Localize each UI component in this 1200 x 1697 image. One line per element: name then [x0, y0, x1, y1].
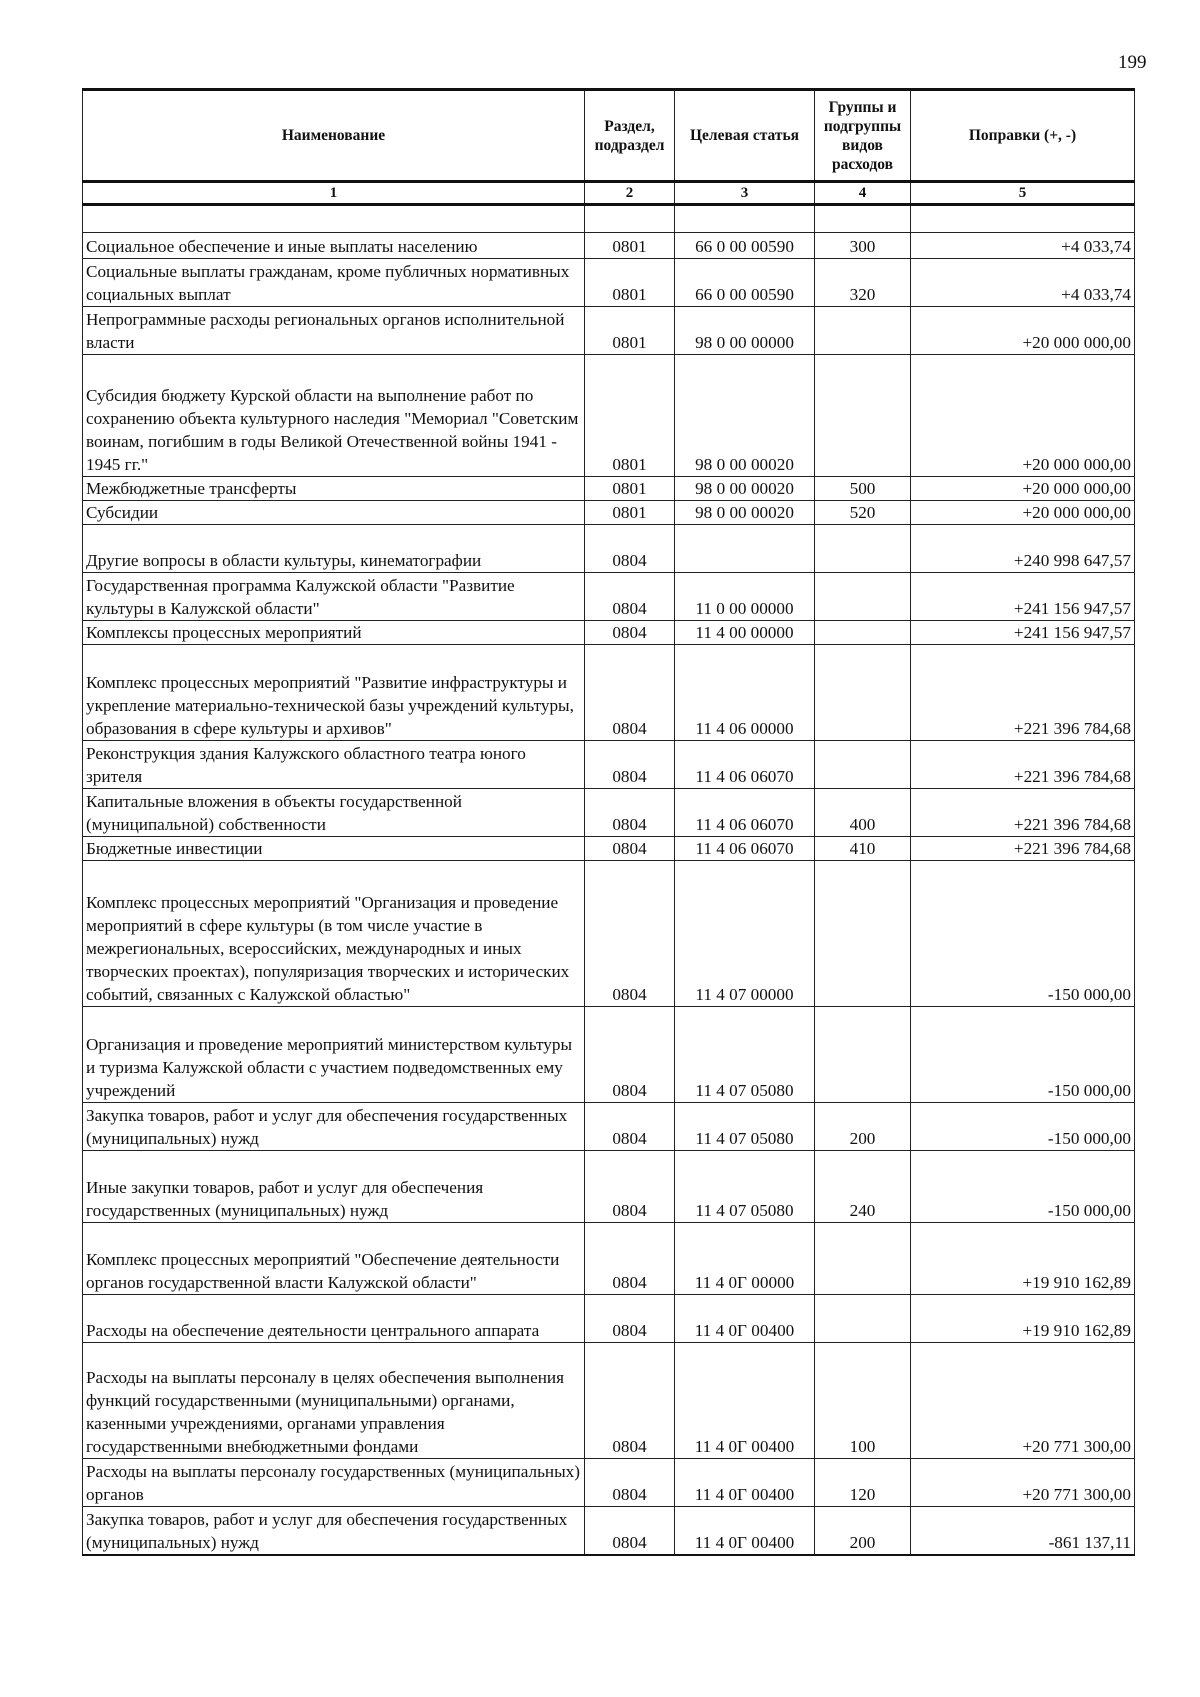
row-section-cell: 0801 — [585, 307, 675, 355]
row-amount-cell: +241 156 947,57 — [911, 621, 1135, 645]
column-number: 4 — [815, 182, 911, 205]
row-section-cell: 0804 — [585, 645, 675, 741]
row-amount-cell: +241 156 947,57 — [911, 573, 1135, 621]
row-kind-cell: 320 — [815, 259, 911, 307]
table-row — [83, 789, 1135, 837]
row-amount-cell: +19 910 162,89 — [911, 1295, 1135, 1343]
row-amount-cell: +221 396 784,68 — [911, 645, 1135, 741]
table-row — [83, 573, 1135, 621]
table-row — [83, 1007, 1135, 1103]
row-kind-cell — [815, 1223, 911, 1295]
row-kind-cell — [815, 1007, 911, 1103]
header-name: Наименование — [83, 90, 585, 182]
table-row — [83, 1223, 1135, 1295]
row-target-cell: 11 4 0Г 00400 — [675, 1295, 815, 1343]
row-target-cell: 98 0 00 00020 — [675, 477, 815, 501]
row-target-cell: 11 4 06 06070 — [675, 741, 815, 789]
row-kind-cell — [815, 741, 911, 789]
row-name-cell: Социальные выплаты гражданам, кроме публичных нормативных социальных выплат — [83, 259, 585, 307]
row-amount-cell: -150 000,00 — [911, 1007, 1135, 1103]
row-name-cell: Капитальные вложения в объекты государственной (муниципальной) собственности — [83, 789, 585, 837]
row-name-cell: Бюджетные инвестиции — [83, 837, 585, 861]
row-kind-cell — [815, 307, 911, 355]
table-row — [83, 1295, 1135, 1343]
table-row — [83, 525, 1135, 573]
row-section-cell: 0804 — [585, 1295, 675, 1343]
row-target-cell: 11 4 07 05080 — [675, 1103, 815, 1151]
row-section-cell: 0804 — [585, 1103, 675, 1151]
row-section-cell: 0801 — [585, 477, 675, 501]
row-name-cell: Комплексы процессных мероприятий — [83, 621, 585, 645]
row-amount-cell: +240 998 647,57 — [911, 525, 1135, 573]
row-name-cell: Закупка товаров, работ и услуг для обеспечения государственных (муниципальных) нужд — [83, 1507, 585, 1555]
column-number: 1 — [83, 182, 585, 205]
row-kind-cell: 200 — [815, 1507, 911, 1555]
table-row — [83, 501, 1135, 525]
header-target: Целевая статья — [675, 90, 815, 182]
table-row — [83, 233, 1135, 259]
column-number: 5 — [911, 182, 1135, 205]
row-name-cell: Другие вопросы в области культуры, кинематографии — [83, 525, 585, 573]
row-kind-cell: 240 — [815, 1151, 911, 1223]
row-name-cell: Государственная программа Калужской области "Развитие культуры в Калужской области" — [83, 573, 585, 621]
row-name-cell: Расходы на обеспечение деятельности центрального аппарата — [83, 1295, 585, 1343]
row-target-cell: 11 4 00 00000 — [675, 621, 815, 645]
row-name-cell: Межбюджетные трансферты — [83, 477, 585, 501]
row-target-cell: 11 4 06 06070 — [675, 837, 815, 861]
row-kind-cell — [815, 573, 911, 621]
row-amount-cell: +4 033,74 — [911, 259, 1135, 307]
row-target-cell: 11 4 07 05080 — [675, 1151, 815, 1223]
table-row — [83, 1151, 1135, 1223]
row-name-cell: Организация и проведение мероприятий министерством культуры и туризма Калужской области с участием подведомственных ему учреждений — [83, 1007, 585, 1103]
row-section-cell: 0804 — [585, 741, 675, 789]
row-amount-cell: +20 771 300,00 — [911, 1459, 1135, 1507]
row-section-cell: 0804 — [585, 861, 675, 1007]
row-section-cell: 0804 — [585, 789, 675, 837]
column-number: 2 — [585, 182, 675, 205]
row-target-cell: 11 4 0Г 00400 — [675, 1459, 815, 1507]
table-row — [83, 1343, 1135, 1459]
table-row — [83, 1103, 1135, 1151]
header-kind: Группы и подгруппы видов расходов — [815, 90, 911, 182]
row-section-cell: 0804 — [585, 837, 675, 861]
row-section-cell: 0804 — [585, 1151, 675, 1223]
row-target-cell: 98 0 00 00000 — [675, 307, 815, 355]
page-number: 199 — [1118, 52, 1147, 73]
row-amount-cell: +221 396 784,68 — [911, 789, 1135, 837]
table-header — [83, 90, 1135, 205]
row-kind-cell — [815, 525, 911, 573]
table-row — [83, 837, 1135, 861]
row-target-cell: 11 4 06 00000 — [675, 645, 815, 741]
row-section-cell: 0804 — [585, 1223, 675, 1295]
row-kind-cell: 500 — [815, 477, 911, 501]
row-name-cell: Реконструкция здания Калужского областного театра юного зрителя — [83, 741, 585, 789]
row-kind-cell — [815, 1295, 911, 1343]
row-section-cell: 0804 — [585, 1459, 675, 1507]
row-amount-cell: +20 771 300,00 — [911, 1343, 1135, 1459]
row-section-cell: 0801 — [585, 233, 675, 259]
row-kind-cell: 400 — [815, 789, 911, 837]
row-section-cell: 0804 — [585, 1343, 675, 1459]
header-section: Раздел, подраздел — [585, 90, 675, 182]
row-kind-cell — [815, 621, 911, 645]
row-section-cell: 0804 — [585, 1007, 675, 1103]
row-amount-cell: +19 910 162,89 — [911, 1223, 1135, 1295]
table-row — [83, 621, 1135, 645]
row-amount-cell: -150 000,00 — [911, 861, 1135, 1007]
row-target-cell: 11 4 07 05080 — [675, 1007, 815, 1103]
row-kind-cell: 100 — [815, 1343, 911, 1459]
row-section-cell: 0804 — [585, 621, 675, 645]
table-row — [83, 1507, 1135, 1555]
row-kind-cell — [815, 355, 911, 477]
row-section-cell: 0804 — [585, 525, 675, 573]
row-name-cell: Социальное обеспечение и иные выплаты населению — [83, 233, 585, 259]
row-kind-cell: 410 — [815, 837, 911, 861]
table-row — [83, 355, 1135, 477]
row-amount-cell: -861 137,11 — [911, 1507, 1135, 1555]
header-amount: Поправки (+, -) — [911, 90, 1135, 182]
row-target-cell — [675, 525, 815, 573]
row-amount-cell: +221 396 784,68 — [911, 837, 1135, 861]
row-amount-cell: +20 000 000,00 — [911, 477, 1135, 501]
row-amount-cell: +20 000 000,00 — [911, 501, 1135, 525]
table-row — [83, 259, 1135, 307]
row-target-cell: 66 0 00 00590 — [675, 259, 815, 307]
table-row — [83, 741, 1135, 789]
row-kind-cell — [815, 861, 911, 1007]
row-name-cell: Расходы на выплаты персоналу государственных (муниципальных) органов — [83, 1459, 585, 1507]
row-amount-cell: -150 000,00 — [911, 1103, 1135, 1151]
row-amount-cell: +4 033,74 — [911, 233, 1135, 259]
row-amount-cell: +221 396 784,68 — [911, 741, 1135, 789]
row-section-cell: 0804 — [585, 573, 675, 621]
row-name-cell: Субсидии — [83, 501, 585, 525]
spacer-row — [83, 205, 1135, 233]
row-section-cell: 0801 — [585, 259, 675, 307]
row-target-cell: 11 4 06 06070 — [675, 789, 815, 837]
table-row — [83, 861, 1135, 1007]
row-section-cell: 0801 — [585, 501, 675, 525]
column-number: 3 — [675, 182, 815, 205]
row-amount-cell: +20 000 000,00 — [911, 355, 1135, 477]
row-target-cell: 11 4 0Г 00000 — [675, 1223, 815, 1295]
row-kind-cell — [815, 645, 911, 741]
row-name-cell: Расходы на выплаты персоналу в целях обеспечения выполнения функций государственными (муниципальными) органами, казенными учреждениями, органами управления государственными внебюджетными фондами — [83, 1343, 585, 1459]
row-name-cell: Закупка товаров, работ и услуг для обеспечения государственных (муниципальных) нужд — [83, 1103, 585, 1151]
table-row — [83, 645, 1135, 741]
row-section-cell: 0801 — [585, 355, 675, 477]
row-kind-cell: 120 — [815, 1459, 911, 1507]
row-target-cell: 11 4 0Г 00400 — [675, 1507, 815, 1555]
row-target-cell: 98 0 00 00020 — [675, 501, 815, 525]
table-row — [83, 477, 1135, 501]
row-amount-cell: -150 000,00 — [911, 1151, 1135, 1223]
row-name-cell: Непрограммные расходы региональных органов исполнительной власти — [83, 307, 585, 355]
row-target-cell: 11 4 0Г 00400 — [675, 1343, 815, 1459]
row-name-cell: Иные закупки товаров, работ и услуг для обеспечения государственных (муниципальных) нужд — [83, 1151, 585, 1223]
row-target-cell: 11 4 07 00000 — [675, 861, 815, 1007]
row-name-cell: Комплекс процессных мероприятий "Обеспечение деятельности органов государственной власти Калужской области" — [83, 1223, 585, 1295]
budget-amendments-table — [82, 88, 1135, 1556]
row-target-cell: 66 0 00 00590 — [675, 233, 815, 259]
row-kind-cell: 520 — [815, 501, 911, 525]
row-name-cell: Комплекс процессных мероприятий "Развитие инфраструктуры и укрепление материально-технической базы учреждений культуры, образования в сфере культуры и архивов" — [83, 645, 585, 741]
table-row — [83, 1459, 1135, 1507]
row-target-cell: 98 0 00 00020 — [675, 355, 815, 477]
row-kind-cell: 300 — [815, 233, 911, 259]
table-body — [83, 205, 1135, 1555]
row-name-cell: Субсидия бюджету Курской области на выполнение работ по сохранению объекта культурного наследия "Мемориал "Советским воинам, погибшим в годы Великой Отечественной войны 1941 - 1945 гг." — [83, 355, 585, 477]
row-section-cell: 0804 — [585, 1507, 675, 1555]
row-target-cell: 11 0 00 00000 — [675, 573, 815, 621]
row-kind-cell: 200 — [815, 1103, 911, 1151]
row-name-cell: Комплекс процессных мероприятий "Организация и проведение мероприятий в сфере культуры (в том числе участие в межрегиональных, всероссийских, международных и иных творческих проектах), популяризация творческих и исторических событий, связанных с Калужской областью" — [83, 861, 585, 1007]
table-row — [83, 307, 1135, 355]
row-amount-cell: +20 000 000,00 — [911, 307, 1135, 355]
